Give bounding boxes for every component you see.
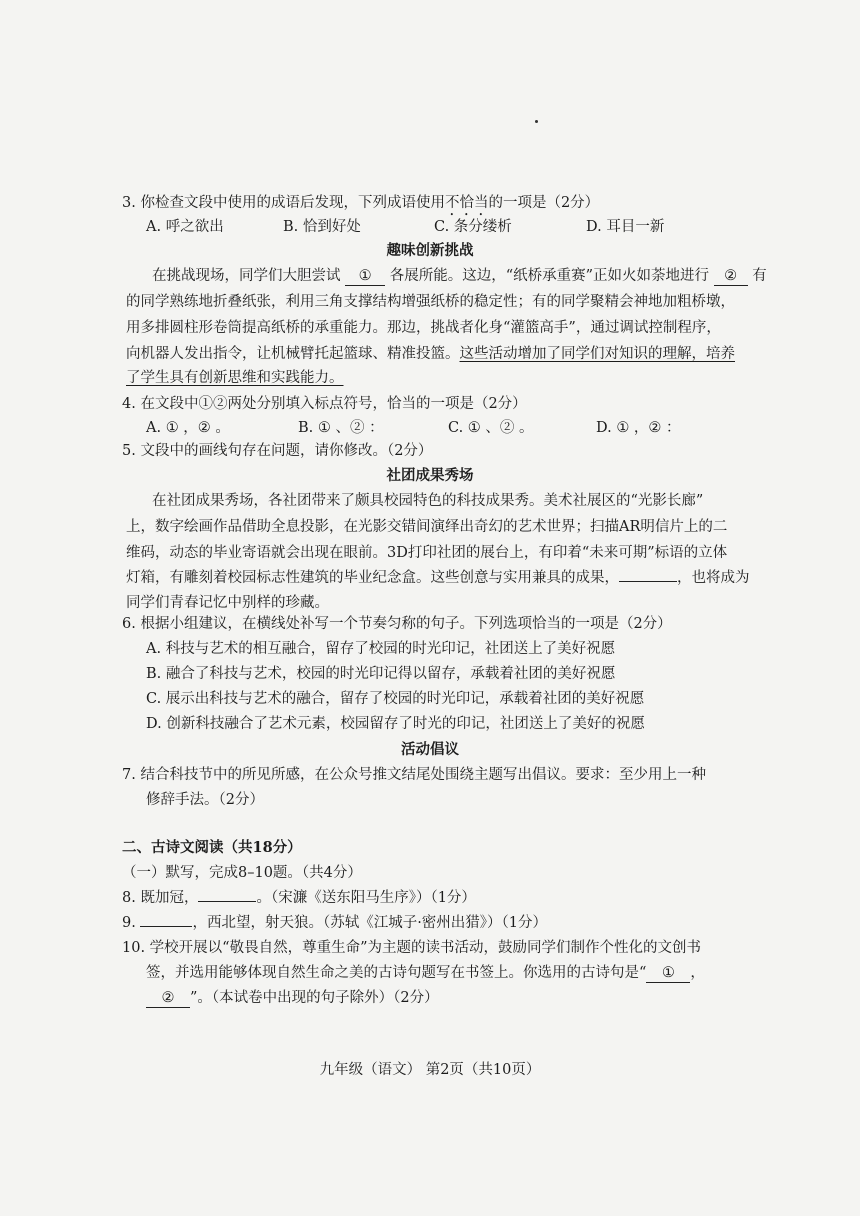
q7-line-1: 7. 结合科技节中的所见所感，在公众号推文结尾处围绕主题写出倡议。要求：至少用上一种 <box>122 767 706 783</box>
mark-2: ② <box>714 267 748 286</box>
q6-stem: 6. 根据小组建议，在横线处补写一个节奏匀称的句子。下列选项恰当的一项是（2分） <box>122 616 672 632</box>
q4-option-b: B. ① 、② ： <box>298 420 384 436</box>
club-line-3: 维码，动态的毕业寄语就会出现在眼前。3D打印社团的展台上，有印着“未来可期”标语的立体 <box>126 545 728 561</box>
challenge-line-4: 向机器人发出指令，让机械臂托起篮球、精准投篮。这些活动增加了同学们对知识的理解，培养 <box>126 346 735 362</box>
q8-blank <box>198 901 256 902</box>
page-footer: 九年级（语文） 第2页（共10页） <box>319 1062 541 1078</box>
part2-title: 二、古诗文阅读（共18分） <box>122 839 302 856</box>
challenge-line-2: 的同学熟练地折叠纸张，利用三角支撑结构增强纸桥的稳定性；有的同学聚精会神地加粗桥墩， <box>126 294 735 310</box>
heading-proposal: 活动倡议 <box>401 741 459 758</box>
club-line-2: 上，数字绘画作品借助全息投影，在光影交错间演绎出奇幻的艺术世界；扫描AR明信片上的二 <box>126 519 728 535</box>
q6-option-b: B. 融合了科技与艺术，校园的时光印记得以留存，承载着社团的美好祝愿 <box>146 666 616 682</box>
q6-option-c: C. 展示出科技与艺术的融合，留存了校园的时光印记，承载着社团的美好祝愿 <box>146 691 645 707</box>
q4-option-d: D. ① ，② ： <box>596 420 681 436</box>
challenge-line-5: 了学生具有创新思维和实践能力。 <box>126 370 344 386</box>
challenge-line-3: 用多排圆柱形卷筒提高纸桥的承重能力。那边，挑战者化身“灌篮高手”，通过调试控制程序， <box>126 320 721 336</box>
q5-stem: 5. 文段中的画线句存在问题，请你修改。（2分） <box>122 443 433 459</box>
q7-line-2: 修辞手法。（2分） <box>146 792 264 808</box>
mark-1: ① <box>345 267 385 286</box>
q10-blank-1: ① <box>646 964 690 983</box>
heading-club: 社团成果秀场 <box>386 467 474 484</box>
speck <box>535 120 538 123</box>
q3-stem: 3. 你检查文段中使用的成语后发现，下列成语使用不恰当的一项是（2分） <box>122 195 600 211</box>
q10-line-2: 签，并选用能够体现自然生命之美的古诗句题写在书签上。你选用的古诗句是“ ① ， <box>146 965 705 981</box>
q4-option-c: C. ① 、② 。 <box>448 420 534 436</box>
q9: 9. ，西北望，射天狼。（苏轼《江城子·密州出猎》）（1分） <box>122 915 548 931</box>
club-line-5: 同学们青春记忆中别样的珍藏。 <box>126 595 329 611</box>
q3-option-d: D. 耳目一新 <box>586 219 665 235</box>
club-blank <box>619 581 677 582</box>
part2-sub1: （一）默写，完成8–10题。（共4分） <box>122 865 362 881</box>
underlined-sentence: 这些活动增加了同学们对知识的理解，培养 <box>459 346 735 362</box>
q3-option-c: C. 条分缕析 <box>434 219 512 235</box>
q8: 8. 既加冠， 。（宋濂《送东阳马生序》）（1分） <box>122 890 476 906</box>
q6-option-d: D. 创新科技融合了艺术元素，校园留存了时光的印记，社团送上了美好的祝愿 <box>146 716 645 732</box>
q3-option-a: A. 呼之欲出 <box>146 219 224 235</box>
club-line-1: 在社团成果秀场，各社团带来了颇具校园特色的科技成果秀。美术社展区的“光影长廊” <box>152 493 704 509</box>
q4-stem: 4. 在文段中①②两处分别填入标点符号，恰当的一项是（2分） <box>122 396 527 412</box>
q10-blank-2: ② <box>146 989 190 1008</box>
q3-option-b: B. 恰到好处 <box>283 219 361 235</box>
q4-option-a: A. ① ，② 。 <box>146 420 230 436</box>
heading-challenge: 趣味创新挑战 <box>386 242 474 259</box>
challenge-line-1: 在挑战现场，同学们大胆尝试 ① 各展所能。这边，“纸桥承重赛”正如火如荼地进行 ② 有 <box>152 268 767 284</box>
q6-option-a: A. 科技与艺术的相互融合，留存了校园的时光印记，社团送上了美好祝愿 <box>146 641 616 657</box>
club-line-4: 灯箱，有雕刻着校园标志性建筑的毕业纪念盒。这些创意与实用兼具的成果， ，也将成为 <box>126 570 750 586</box>
q10-line-3: ② ”。（本试卷中出现的句子除外）（2分） <box>146 987 439 1009</box>
q10-line-1: 10. 学校开展以“敬畏自然，尊重生命”为主题的读书活动，鼓励同学们制作个性化的文创书 <box>122 940 701 956</box>
q9-blank <box>140 926 192 927</box>
